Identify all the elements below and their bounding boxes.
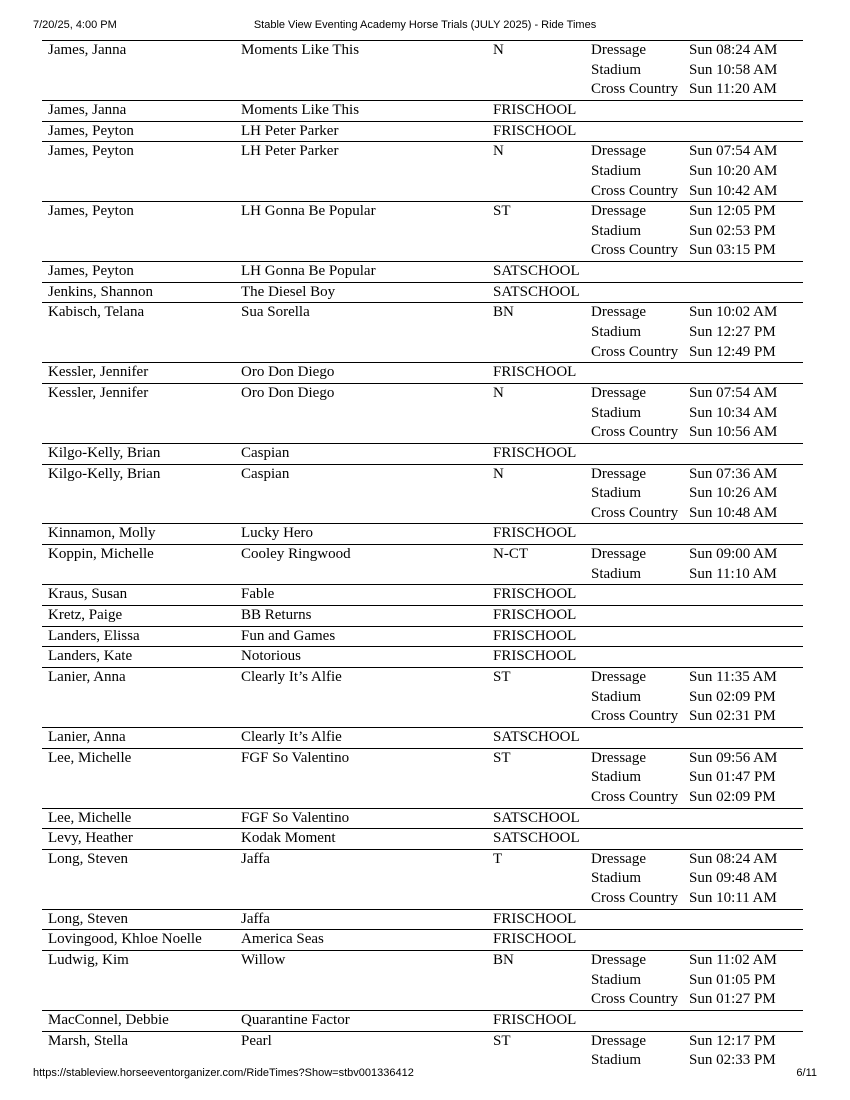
division: FRISCHOOL: [487, 524, 585, 545]
phase-name: Cross Country: [591, 242, 679, 259]
ride-time: Sun 11:35 AM: [689, 669, 777, 686]
page-number: 6/11: [796, 1067, 817, 1079]
division: N: [487, 142, 585, 202]
phase-list: [585, 303, 683, 363]
rider-name: James, Janna: [42, 41, 235, 101]
ride-time-list: [683, 606, 803, 627]
ride-time: Sun 10:56 AM: [689, 424, 778, 441]
phase-list: [585, 849, 683, 909]
rider-name: Landers, Kate: [42, 647, 235, 668]
division: FRISCHOOL: [487, 363, 585, 384]
ride-time: Sun 10:02 AM: [689, 304, 778, 321]
division: FRISCHOOL: [487, 647, 585, 668]
ride-time-list: [683, 951, 803, 1011]
division: ST: [487, 668, 585, 728]
table-row: [42, 443, 803, 464]
phase-name: Dressage: [591, 143, 646, 160]
page-url: https://stableview.horseeventorganizer.com/RideTimes?Show=stbv001336412: [33, 1067, 414, 1079]
table-row: [42, 464, 803, 524]
page-header: [33, 19, 817, 37]
division: N: [487, 464, 585, 524]
division: SATSCHOOL: [487, 282, 585, 303]
ride-time-list: [683, 626, 803, 647]
ride-times-table-container: [42, 40, 803, 1071]
ride-time-list: [683, 1011, 803, 1032]
phase-name: Dressage: [591, 304, 646, 321]
phase-name: Cross Country: [591, 708, 679, 725]
ride-time: Sun 10:20 AM: [689, 162, 778, 179]
rider-name: Koppin, Michelle: [42, 545, 235, 585]
ride-time: Sun 09:48 AM: [689, 870, 778, 887]
ride-time: Sun 08:24 AM: [689, 850, 778, 867]
division: FRISCHOOL: [487, 121, 585, 142]
division: FRISCHOOL: [487, 100, 585, 121]
phase-name: Cross Country: [591, 343, 679, 360]
phase-list: [585, 464, 683, 524]
division: ST: [487, 748, 585, 808]
phase-list: [585, 647, 683, 668]
ride-time: Sun 02:09 PM: [689, 688, 776, 705]
horse-name: Sua Sorella: [235, 303, 487, 363]
phase-name: Stadium: [591, 769, 642, 786]
phase-list: [585, 142, 683, 202]
rider-name: Kessler, Jennifer: [42, 383, 235, 443]
rider-name: Kinnamon, Molly: [42, 524, 235, 545]
rider-name: Lee, Michelle: [42, 748, 235, 808]
table-row: [42, 668, 803, 728]
phase-name: Stadium: [591, 162, 642, 179]
horse-name: Notorious: [235, 647, 487, 668]
ride-time: Sun 02:09 PM: [689, 788, 776, 805]
phase-name: Cross Country: [591, 182, 679, 199]
phase-name: Stadium: [591, 404, 642, 421]
table-row: [42, 121, 803, 142]
ride-time: Sun 02:33 PM: [689, 1052, 776, 1069]
ride-time-list: [683, 142, 803, 202]
rider-name: James, Janna: [42, 100, 235, 121]
table-row: [42, 909, 803, 930]
ride-time-list: [683, 41, 803, 101]
division: SATSCHOOL: [487, 262, 585, 283]
rider-name: James, Peyton: [42, 121, 235, 142]
phase-list: [585, 829, 683, 850]
table-row: [42, 748, 803, 808]
rider-name: Lee, Michelle: [42, 808, 235, 829]
horse-name: Caspian: [235, 464, 487, 524]
ride-time-list: [683, 282, 803, 303]
ride-time: Sun 10:42 AM: [689, 182, 778, 199]
rider-name: Kessler, Jennifer: [42, 363, 235, 384]
phase-name: Dressage: [591, 850, 646, 867]
ride-time: Sun 09:56 AM: [689, 749, 778, 766]
rider-name: James, Peyton: [42, 142, 235, 202]
ride-time-list: [683, 909, 803, 930]
ride-time-list: [683, 668, 803, 728]
table-row: [42, 282, 803, 303]
phase-name: Dressage: [591, 669, 646, 686]
horse-name: Jaffa: [235, 849, 487, 909]
horse-name: LH Peter Parker: [235, 142, 487, 202]
ride-time-list: [683, 303, 803, 363]
ride-time-list: [683, 443, 803, 464]
rider-name: Lovingood, Khloe Noelle: [42, 930, 235, 951]
ride-time-list: [683, 849, 803, 909]
horse-name: Willow: [235, 951, 487, 1011]
rider-name: James, Peyton: [42, 262, 235, 283]
phase-name: Cross Country: [591, 890, 679, 907]
print-timestamp: 7/20/25, 4:00 PM: [33, 19, 117, 31]
horse-name: The Diesel Boy: [235, 282, 487, 303]
phase-name: Stadium: [591, 565, 642, 582]
ride-time: Sun 07:54 AM: [689, 384, 778, 401]
ride-time-list: [683, 262, 803, 283]
phase-name: Stadium: [591, 61, 642, 78]
table-row: [42, 951, 803, 1011]
horse-name: Jaffa: [235, 909, 487, 930]
phase-list: [585, 585, 683, 606]
table-row: [42, 524, 803, 545]
phase-name: Stadium: [591, 870, 642, 887]
ride-time-list: [683, 585, 803, 606]
rider-name: Jenkins, Shannon: [42, 282, 235, 303]
phase-name: Dressage: [591, 203, 646, 220]
ride-time-list: [683, 829, 803, 850]
ride-time: Sun 11:10 AM: [689, 565, 777, 582]
phase-list: [585, 727, 683, 748]
horse-name: Moments Like This: [235, 41, 487, 101]
table-row: [42, 100, 803, 121]
table-row: [42, 808, 803, 829]
rider-name: Lanier, Anna: [42, 727, 235, 748]
ride-time-list: [683, 727, 803, 748]
division: ST: [487, 1031, 585, 1071]
ride-time-list: [683, 1031, 803, 1071]
table-row: [42, 142, 803, 202]
table-row: [42, 727, 803, 748]
division: SATSCHOOL: [487, 808, 585, 829]
ride-time: Sun 02:53 PM: [689, 222, 776, 239]
phase-list: [585, 951, 683, 1011]
division: T: [487, 849, 585, 909]
division: BN: [487, 951, 585, 1011]
phase-list: [585, 748, 683, 808]
phase-list: [585, 100, 683, 121]
table-row: [42, 1011, 803, 1032]
phase-name: Dressage: [591, 465, 646, 482]
table-row: [42, 829, 803, 850]
phase-name: Stadium: [591, 688, 642, 705]
ride-time: Sun 11:20 AM: [689, 81, 777, 98]
horse-name: Caspian: [235, 443, 487, 464]
ride-time: Sun 10:48 AM: [689, 504, 778, 521]
table-row: [42, 363, 803, 384]
table-row: [42, 849, 803, 909]
table-row: [42, 930, 803, 951]
ride-time: Sun 10:26 AM: [689, 485, 778, 502]
division: FRISCHOOL: [487, 585, 585, 606]
phase-list: [585, 262, 683, 283]
horse-name: Kodak Moment: [235, 829, 487, 850]
table-row: [42, 303, 803, 363]
ride-time-list: [683, 363, 803, 384]
ride-time-list: [683, 647, 803, 668]
table-row: [42, 647, 803, 668]
division: BN: [487, 303, 585, 363]
phase-name: Cross Country: [591, 504, 679, 521]
horse-name: Fable: [235, 585, 487, 606]
ride-time: Sun 12:05 PM: [689, 203, 776, 220]
ride-time: Sun 12:27 PM: [689, 324, 776, 341]
horse-name: Fun and Games: [235, 626, 487, 647]
rider-name: MacConnel, Debbie: [42, 1011, 235, 1032]
horse-name: BB Returns: [235, 606, 487, 627]
horse-name: Pearl: [235, 1031, 487, 1071]
horse-name: Quarantine Factor: [235, 1011, 487, 1032]
division: FRISCHOOL: [487, 443, 585, 464]
division: SATSCHOOL: [487, 829, 585, 850]
division: FRISCHOOL: [487, 606, 585, 627]
horse-name: America Seas: [235, 930, 487, 951]
ride-time: Sun 02:31 PM: [689, 708, 776, 725]
rider-name: Levy, Heather: [42, 829, 235, 850]
phase-name: Dressage: [591, 1032, 646, 1049]
table-row: [42, 41, 803, 101]
horse-name: FGF So Valentino: [235, 748, 487, 808]
division: FRISCHOOL: [487, 909, 585, 930]
ride-time: Sun 12:49 PM: [689, 343, 776, 360]
phase-list: [585, 930, 683, 951]
table-row: [42, 606, 803, 627]
ride-time: Sun 11:02 AM: [689, 952, 777, 969]
phase-name: Dressage: [591, 546, 646, 563]
horse-name: Clearly It’s Alfie: [235, 668, 487, 728]
phase-name: Cross Country: [591, 81, 679, 98]
ride-time-list: [683, 464, 803, 524]
horse-name: LH Gonna Be Popular: [235, 202, 487, 262]
table-row: [42, 202, 803, 262]
rider-name: James, Peyton: [42, 202, 235, 262]
table-row: [42, 545, 803, 585]
ride-time: Sun 12:17 PM: [689, 1032, 776, 1049]
table-row: [42, 626, 803, 647]
page-footer: [33, 1067, 817, 1085]
rider-name: Long, Steven: [42, 849, 235, 909]
rider-name: Long, Steven: [42, 909, 235, 930]
division: N-CT: [487, 545, 585, 585]
rider-name: Ludwig, Kim: [42, 951, 235, 1011]
phase-name: Dressage: [591, 749, 646, 766]
division: FRISCHOOL: [487, 626, 585, 647]
ride-time: Sun 10:34 AM: [689, 404, 778, 421]
rider-name: Kilgo-Kelly, Brian: [42, 464, 235, 524]
ride-time-list: [683, 383, 803, 443]
phase-list: [585, 909, 683, 930]
horse-name: Clearly It’s Alfie: [235, 727, 487, 748]
ride-time-list: [683, 808, 803, 829]
phase-name: Dressage: [591, 42, 646, 58]
ride-time: Sun 09:00 AM: [689, 546, 778, 563]
table-row: [42, 585, 803, 606]
horse-name: Moments Like This: [235, 100, 487, 121]
rider-name: Lanier, Anna: [42, 668, 235, 728]
division: ST: [487, 202, 585, 262]
rider-name: Marsh, Stella: [42, 1031, 235, 1071]
phase-name: Stadium: [591, 971, 642, 988]
phase-list: [585, 443, 683, 464]
phase-list: [585, 202, 683, 262]
table-row: [42, 383, 803, 443]
horse-name: LH Gonna Be Popular: [235, 262, 487, 283]
phase-name: Stadium: [591, 324, 642, 341]
ride-time-list: [683, 545, 803, 585]
horse-name: Oro Don Diego: [235, 363, 487, 384]
phase-list: [585, 383, 683, 443]
table-row: [42, 262, 803, 283]
phase-name: Cross Country: [591, 424, 679, 441]
division: SATSCHOOL: [487, 727, 585, 748]
phase-name: Stadium: [591, 1052, 642, 1069]
phase-name: Stadium: [591, 485, 642, 502]
ride-time: Sun 07:36 AM: [689, 465, 778, 482]
horse-name: LH Peter Parker: [235, 121, 487, 142]
ride-time: Sun 10:11 AM: [689, 890, 777, 907]
horse-name: Lucky Hero: [235, 524, 487, 545]
ride-time: Sun 08:24 AM: [689, 42, 778, 58]
phase-list: [585, 282, 683, 303]
phase-list: [585, 626, 683, 647]
division: FRISCHOOL: [487, 930, 585, 951]
phase-list: [585, 121, 683, 142]
ride-times-table: [42, 40, 803, 1071]
ride-time: Sun 07:54 AM: [689, 143, 778, 160]
ride-time-list: [683, 202, 803, 262]
ride-time: Sun 01:47 PM: [689, 769, 776, 786]
phase-list: [585, 606, 683, 627]
rider-name: Kabisch, Telana: [42, 303, 235, 363]
ride-time: Sun 01:05 PM: [689, 971, 776, 988]
ride-time-list: [683, 930, 803, 951]
phase-name: Cross Country: [591, 788, 679, 805]
phase-list: [585, 1011, 683, 1032]
page-title: Stable View Eventing Academy Horse Trials (JULY 2025) - Ride Times: [253, 19, 597, 31]
phase-name: Dressage: [591, 384, 646, 401]
ride-time-list: [683, 121, 803, 142]
ride-time-list: [683, 748, 803, 808]
rider-name: Kretz, Paige: [42, 606, 235, 627]
phase-list: [585, 808, 683, 829]
horse-name: Oro Don Diego: [235, 383, 487, 443]
division: N: [487, 41, 585, 101]
ride-time-list: [683, 100, 803, 121]
table-row: [42, 1031, 803, 1071]
ride-time: Sun 10:58 AM: [689, 61, 778, 78]
phase-list: [585, 668, 683, 728]
division: FRISCHOOL: [487, 1011, 585, 1032]
rider-name: Kraus, Susan: [42, 585, 235, 606]
phase-name: Cross Country: [591, 991, 679, 1008]
horse-name: Cooley Ringwood: [235, 545, 487, 585]
phase-list: [585, 524, 683, 545]
phase-name: Dressage: [591, 952, 646, 969]
phase-list: [585, 545, 683, 585]
phase-list: [585, 1031, 683, 1071]
phase-list: [585, 41, 683, 101]
phase-name: Stadium: [591, 222, 642, 239]
horse-name: FGF So Valentino: [235, 808, 487, 829]
rider-name: Kilgo-Kelly, Brian: [42, 443, 235, 464]
ride-time-list: [683, 524, 803, 545]
rider-name: Landers, Elissa: [42, 626, 235, 647]
phase-list: [585, 363, 683, 384]
ride-times-rows: [42, 41, 803, 1071]
ride-time: Sun 03:15 PM: [689, 242, 776, 259]
ride-time: Sun 01:27 PM: [689, 991, 776, 1008]
division: N: [487, 383, 585, 443]
